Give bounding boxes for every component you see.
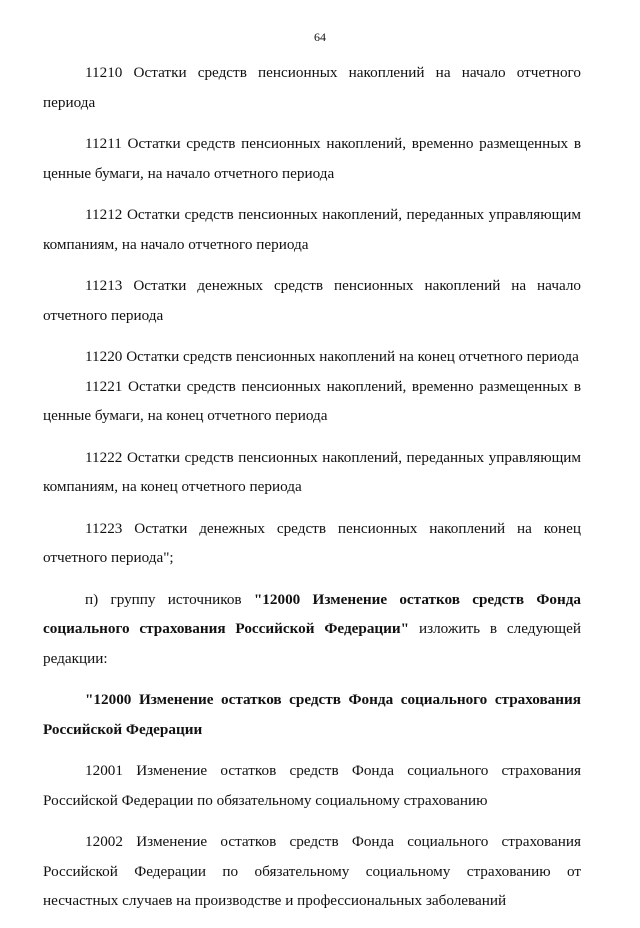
group-heading-text: "12000 Изменение остатков средств Фонда социального страхования Российской Федерации xyxy=(43,691,581,738)
amendment-prefix: п) группу источников xyxy=(85,590,254,608)
amendment-suffix: изложить в следующей редакции: xyxy=(43,620,581,667)
list-item xyxy=(43,443,581,502)
list-item xyxy=(43,342,581,372)
item-code: 11220 xyxy=(85,348,123,365)
item-code: 11213 xyxy=(85,277,123,294)
item-code: 11221 xyxy=(85,377,123,395)
item-text: Остатки денежных средств пенсионных накоплений на начало отчетного периода xyxy=(43,277,582,324)
amendment-title: "12000 Изменение остатков средств Фонда социального страхования Российской Федерации" xyxy=(43,590,581,637)
item-text: Изменение остатков средств Фонда социального страхования Российской Федерации по обязательному социальному страхованию от несчастных случаев на производстве и профессиональных заболеваний xyxy=(43,833,582,909)
list-item xyxy=(43,827,581,916)
item-text: Остатки средств пенсионных накоплений, временно размещенных в ценные бумаги, на конец отчетного периода xyxy=(43,377,581,424)
list-item xyxy=(43,271,581,330)
item-text: Остатки средств пенсионных накоплений на конец отчетного периода xyxy=(126,348,579,365)
list-item xyxy=(43,200,581,259)
group-heading xyxy=(43,685,581,744)
item-code: 11211 xyxy=(85,135,122,152)
item-text: Остатки средств пенсионных накоплений, переданных управляющим компаниям, на начало отчетного периода xyxy=(43,206,582,253)
document-body xyxy=(43,58,581,928)
list-item xyxy=(43,58,581,117)
item-code: 11222 xyxy=(85,448,123,466)
item-text: Остатки средств пенсионных накоплений на начало отчетного периода xyxy=(43,64,581,111)
item-code: 11212 xyxy=(85,206,123,223)
item-code: 12001 xyxy=(85,762,123,779)
list-item xyxy=(43,514,581,573)
item-code: 12002 xyxy=(85,833,123,850)
item-code: 11210 xyxy=(85,64,123,81)
item-code: 11223 xyxy=(85,519,123,537)
list-item xyxy=(43,756,581,815)
item-text: Остатки денежных средств пенсионных накоплений на конец отчетного периода"; xyxy=(43,519,581,566)
item-text: Остатки средств пенсионных накоплений, временно размещенных в ценные бумаги, на начало отчетного периода xyxy=(43,135,581,182)
list-item xyxy=(43,129,581,188)
amendment-paragraph xyxy=(43,585,581,674)
item-text: Остатки средств пенсионных накоплений, переданных управляющим компаниям, на конец отчетного периода xyxy=(43,448,582,495)
page-number: 64 xyxy=(314,30,326,44)
list-item xyxy=(43,372,581,431)
item-text: Изменение остатков средств Фонда социального страхования Российской Федерации по обязательному социальному страхованию xyxy=(43,762,582,809)
